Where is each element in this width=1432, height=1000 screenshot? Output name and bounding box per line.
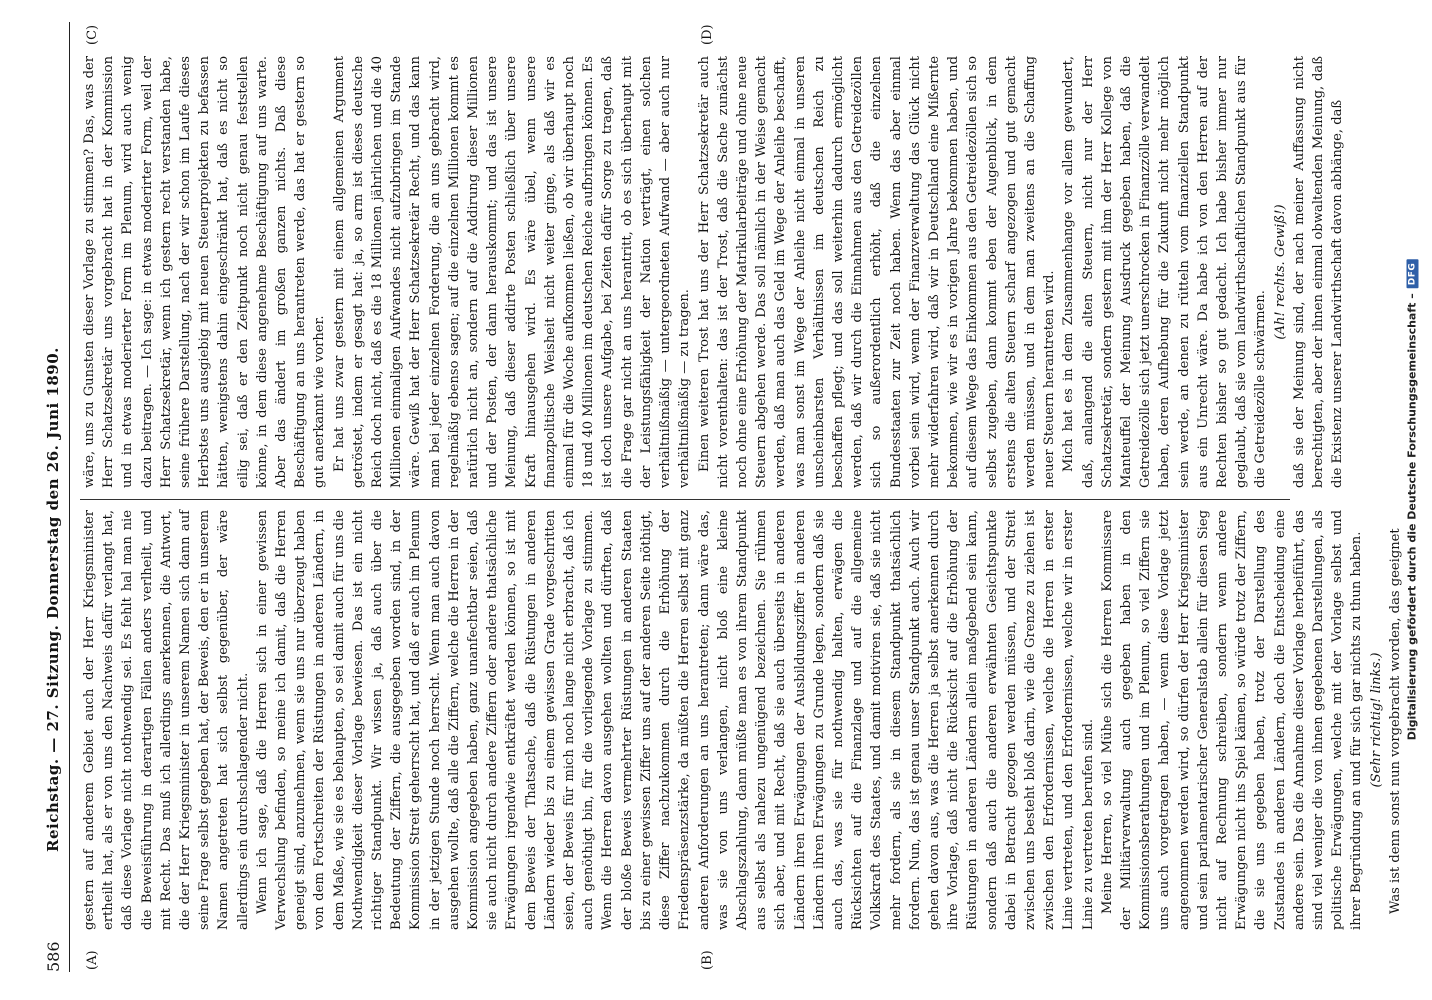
- left-column: [80, 510, 1403, 930]
- paragraph: wäre, uns zu Gunsten dieser Vorlage zu stimmen? Das, was der Herr Schatzsekretär uns vorgebracht hat in der Kommission und in etwas moderierter Form im Plenum, wird auch wenig dazu beitragen. — Ich sage: in etwas moderirter Form, weil der Herr Schatzsekretär, wenn ich gestern recht verstanden habe, seine frühere Darstellung, nach der wir schon im Laufe dieses Herbstes uns ausgiebig mit neuen Steuerprojekten zu befassen hätten, wenigstens dahin eingeschränkt hat, daß es nicht so eilig sei, daß er den Zeitpunkt noch nicht genau feststellen könne, in dem diese angenehme Beschäftigung auf uns warte. Aber das ändert im großen ganzen nichts. Daß diese Beschäftigung an uns herantreten werde, das hat er gestern so gut anerkannt wie vorher.: [82, 56, 328, 488]
- paragraph: Mich hat es in dem Zusammenhange vor allem gewundert, daß, anlangend die alten Steuern, nicht nur der Herr Schatzsekretär, sondern gestern mit ihm der Herr Kollege von Manteuffel der Meinung Ausdruck gegeben haben, daß die Getreidezölle sich jetzt unerschrocken in Finanzzölle verwandelt haben, deren Aufhebung für die Zukunft nicht mehr möglich sein werde, an denen zu rütteln vom finanziellen Standpunkt aus ein Unrecht wäre. Da habe ich von den Herren auf der Rechten bisher so gut gedacht. Ich habe bisher immer nur geglaubt, daß sie vom landwirthschaftlichen Standpunkt aus für die Getreidezölle schwärmen.: [1061, 56, 1269, 488]
- dfg-logo-icon: DFG: [1406, 260, 1418, 289]
- margin-marker-b: (B): [700, 950, 715, 970]
- margin-marker-c: (C): [85, 24, 100, 45]
- page-header: [40, 22, 70, 972]
- paragraph: Einen weiteren Trost hat uns der Herr Schatzsekretär auch nicht vorenthalten: das ist der Trost, daß die Sache zunächst noch ohne eine Erhöhung der Matrikularbeiträge und ohne neue Steuern abgehen werde. Das soll nämlich in der Weise gemacht werden, daß man auch das Geld im Wege der Anleihe beschafft, was man sonst im Wege der Anleihe nicht einmal in unseren unscheinbarsten Verhältnissen im deutschen Reich zu beschaffen pflegt; und das soll weiterhin dadurch ermöglicht werden, daß wir durch die Einnahmen aus den Getreidezöllen sich so außerordentlich erhöht, daß die einzelnen Bundesstaaten zur Zeit noch haben. Wenn das aber einmal vorbei sein wird, wenn der Finanzverwaltung das Glück nicht mehr widerfahren wird, daß wir in Deutschland eine Mißernte bekommen, wie wir es in vorigen Jahre bekommen haben, und auf diesem Wege das Einkommen aus den Getreidezöllen sich so selbst zugeben, dann kommt eben der Augenblick, in dem erstens die alten Steuern scharf angezogen und gut gemacht werden müssen, und in dem man zweitens an die Schaffung neuer Steuern herantreten wird.: [696, 56, 1058, 488]
- margin-marker-d: (D): [700, 24, 715, 45]
- margin-marker-a: (A): [85, 950, 100, 970]
- interjection: (Ah! rechts. Gewiß!): [1272, 204, 1288, 340]
- paragraph: gestern auf anderem Gebiet auch der Herr Kriegsminister ertheilt hat, als er von uns den Nachweis dafür verlangt hat, daß diese Vorlage nicht nothwendig sei. Es fehlt hal man nie die Beweisführung in derartigen Fällen anders verlheilt, und mit Recht. Das muß ich allerdings anerkennen, die Antwort, die der Herr Kriegsminister in unserem Namen sich dann auf seine Frage selbst gegeben hat, der Beweis, den er in unserem Namen angetreten hat sich selbst gegenüber, der wäre allerdings ein durchschlagender nicht.: [82, 510, 251, 930]
- interjection: (Sehr richtig! links.): [1368, 652, 1384, 788]
- right-column: [80, 56, 1346, 488]
- paragraph: Er hat uns zwar gestern mit einem allgemeinen Argument getröstet, indem er gesagt hat: ja, so arm ist dieses deutsche Reich doch nicht, daß es die 18 Millionen jährlichen und die 40 Millionen einmaligen Aufwandes nicht aufzubringen im Stande wäre. Gewiß hat der Herr Schatzsekretär Recht, und das kann man bei jeder einzelnen Forderung, die an uns gebracht wird, regelmäßig ebenso sagen; auf die einzelnen Millionen kommt es natürlich nicht an, sondern auf die Addirung dieser Millionen und der Posten, der dann herauskommt; und das ist unsere Meinung, daß dieser addirte Posten schließlich über unsere Kraft hinausgehen wird. Es wäre übel, wenn unsere finanzpolitische Weisheit nicht weiter ginge, als daß wir es einmal für die Woche aufkommen ließen, ob wir überhaupt noch 18 und 40 Millionen im deutschen Reiche aufbringen können. Es ist doch unsere Aufgabe, bei Zeiten dafür Sorge zu tragen, daß die Frage gar nicht an uns herantritt, ob es sich überhaupt mit der Leistungsfähigkeit der Nation verträgt, einen solchen verhältnißmäßig — untergeordneten Aufwand — aber auch nur verhältnißmäßig — zu tragen.: [331, 56, 693, 488]
- page-number: 586: [44, 941, 63, 972]
- header-rule: [69, 22, 70, 972]
- paragraph: Meine Herren, so viel Mühe sich die Herren Kommissare der Militärverwaltung auch gegeben haben in den Kommissionsberathungen und im Plenum, so viel Ziffern sie uns auch vorgetragen haben, — wenn diese Vorlage jetzt angenommen werden wird, so dürfen der Herr Kriegsminister und sein parlamentarischer Generalstab allein für diesen Sieg nicht auf Rechnung schreiben, sondern wenn andere Erwägungen nicht ins Spiel kämen, so würde trotz der Ziffern, die sie uns gegeben haben, trotz der Darstellung des Zustandes in anderen Ländern, doch die Entscheidung eine andere sein. Das die Annahme dieser Vorlage herbeiführt, das sind viel weniger die von ihnen gegebenen Darstellungen, als politische Erwägungen, welche mit der Vorlage selbst und ihrer Begründung an und für sich gar nichts zu thun haben.: [1099, 510, 1365, 930]
- digitization-credit: [1406, 260, 1419, 741]
- credit-text: Digitalisierung gefördert durch die Deutsche Forschungsgemeinschaft –: [1405, 293, 1419, 741]
- paragraph: Was ist denn sonst nun vorgebracht worden, das geeignet: [1387, 528, 1403, 914]
- column-divider: [80, 499, 1290, 500]
- paragraph: daß sie der Meinung sind, der nach meiner Auffassung nicht berechtigten, aber der ihnen einmal obwaltenden Meinung, daß die Existenz unserer Landwirthschaft davon abhänge, daß: [1291, 56, 1346, 488]
- paragraph: Wenn ich sage, daß die Herren sich in einer gewissen Verwechslung befinden, so meine ich damit, daß die Herren geneigt sind, anzunehmen, wenn sie uns nur überzeugt haben von dem Fortschreiten der Rüstungen in anderen Ländern, in dem Maße, wie sie es behaupten, so sei damit auch für uns die Nothwendigkeit dieser Vorlage bewiesen. Das ist ein nicht richtiger Standpunkt. Wir wissen ja, daß auch über die Bedeutung der Ziffern, die ausgegeben worden sind, in der Kommission Streit geherrscht hat, und daß er auch im Plenum in der jetzigen Stunde noch herrscht. Wenn man auch davon ausgehen wollte, daß alle die Ziffern, welche die Herren in der Kommission angegeben haben, ganz unanfechtbar seien, daß sie auch nicht durch andere Ziffern oder andere thatsächliche Erwägungen irgendwie entkräftet werden können, so ist mit dem Beweis der Thatsache, daß die Rüstungen in anderen Ländern wieder bis zu einem gewissen Grade vorgeschritten seien, der Beweis für mich noch lange nicht erbracht, daß ich auch genöthigt bin, für die vorliegende Vorlage zu stimmen. Wenn die Herren davon ausgehen wollten und dürften, daß der bloße Beweis vermehrter Rüstungen in anderen Staaten bis zu einer gewissen Ziffer uns auf der anderen Seite nöthigt, diese Ziffer nachzukommen durch die Erhöhung der Friedenspräsenzstärke, da müßten die Herren selbst mit ganz anderen Anforderungen an uns herantreten; dann wäre das, was sie von uns verlangen, nicht bloß eine kleine Abschlagszahlung, dann müßte man es von ihrem Standpunkt aus selbst als nahezu ungenügend bezeichnen. Sie rühmen sich aber, und mit Recht, daß sie auch überseits in anderen Ländern ihren Erwägungen der Ausbildungsziffer in anderen Ländern ihren Erwägungen zu Grunde legen, sondern daß sie auch das, was sie für nothwendig halten, erwägen die Rücksichten auf die Finanzlage und auf die allgemeine Volkskraft des Staates, und damit motiviren sie, daß sie nicht mehr fordern, als sie in diesem Standpunkt thatsächlich fordern. Nun, das ist genau unser Standpunkt auch. Auch wir gehen davon aus, was die Herren ja selbst anerkennen durch ihre Vorlage, daß nicht die Rücksicht auf die Erhöhung der Rüstungen in anderen Ländern allein maßgebend sein kann, sondern daß auch die anderen erwähnten Gesichtspunkte dabei in Betracht gezogen werden müssen, und der Streit zwischen uns besteht bloß darin, wie die Grenze zu ziehen ist zwischen den Erfordernissen, welche die Herren in erster Linie vertreten, und den Erfordernissen, welche wir in erster Linie zu vertreten berufen sind.: [254, 510, 1096, 930]
- running-head: Reichstag. — 27. Sitzung. Donnerstag den 26. Juni 1890.: [44, 347, 62, 852]
